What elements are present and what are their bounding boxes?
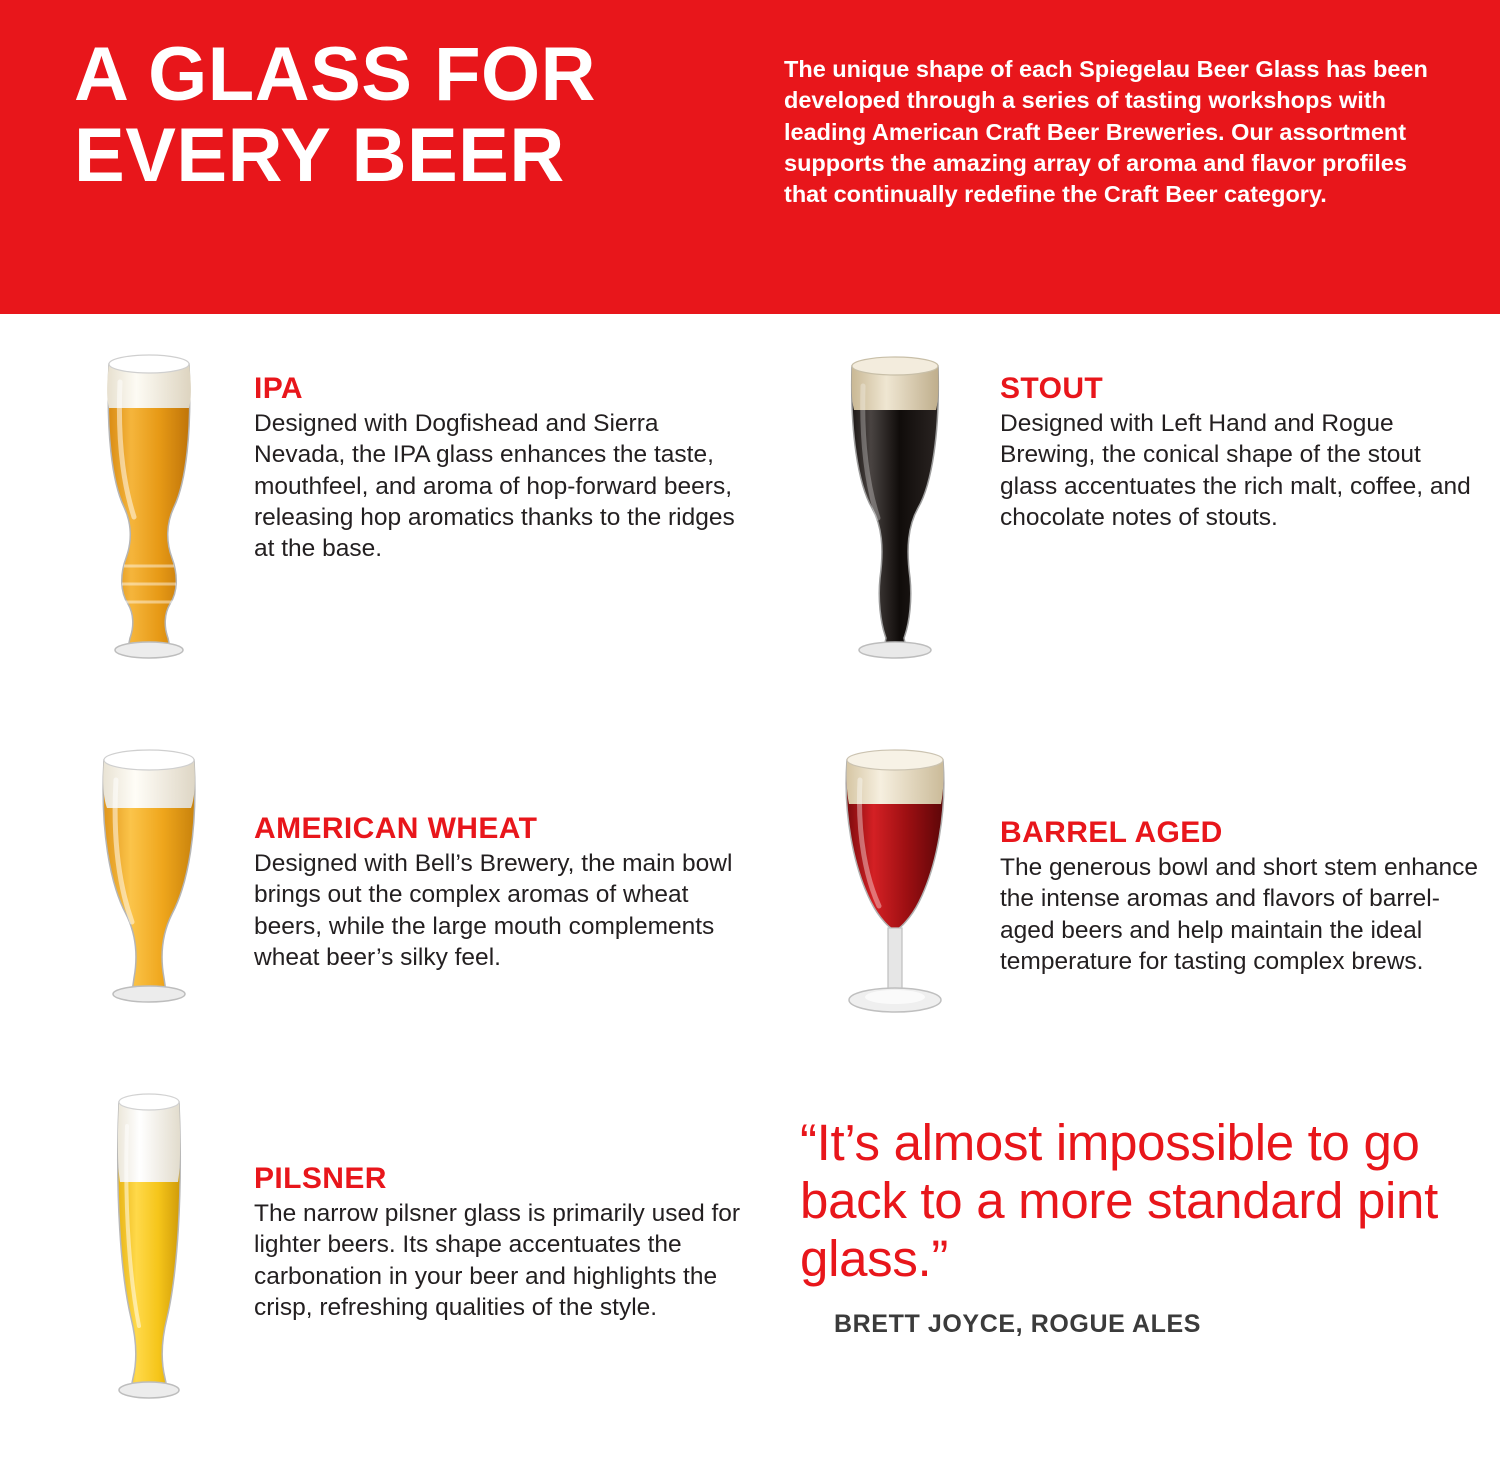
barrel-aged-description: The generous bowl and short stem enhance the intense aromas and flavors of barrel-aged beers and help maintain the ideal temperature for tasting complex brews.	[1000, 854, 1479, 976]
testimonial-block	[800, 1114, 1460, 1339]
glass-card-stout	[790, 342, 1480, 672]
stout-text	[1000, 342, 1480, 533]
pilsner-description: The narrow pilsner glass is primarily used for lighter beers. Its shape accentuates the carbonation in your beer and highlights the crisp, refreshing qualities of the style.	[254, 1200, 741, 1322]
pilsner-title: PILSNER	[254, 1162, 387, 1195]
headline-line-2: EVERY BEER	[74, 113, 565, 199]
intro-paragraph: The unique shape of each Spiegelau Beer Glass has been developed through a series of tasting workshops with leading American Craft Beer Breweries. Our assortment supports the amazing array of aroma and flavor profiles that continually redefine the Craft Beer category.	[784, 56, 1428, 207]
quote-text: “It’s almost impossible to go back to a more standard pint glass.”	[800, 1114, 1438, 1288]
pilsner-glass-image	[44, 1086, 254, 1416]
glass-card-pilsner	[44, 1086, 744, 1416]
barrel-aged-text	[1000, 734, 1480, 977]
headline-block	[44, 34, 784, 197]
glass-card-ipa	[44, 342, 744, 672]
intro-block	[784, 34, 1456, 210]
barrel-aged-glass-image	[790, 734, 1000, 1044]
barrel-aged-title: BARREL AGED	[1000, 816, 1223, 849]
quote-attribution: BRETT JOYCE, ROGUE ALES	[834, 1310, 1202, 1339]
page-title	[74, 34, 784, 197]
stout-description: Designed with Left Hand and Rogue Brewing, the conical shape of the stout glass accentuates the rich malt, coffee, and chocolate notes of stouts.	[1000, 410, 1471, 532]
ipa-glass-image	[44, 342, 254, 672]
stout-title: STOUT	[1000, 372, 1104, 405]
glass-card-american-wheat	[44, 734, 744, 1034]
american-wheat-text	[254, 734, 744, 973]
american-wheat-description: Designed with Bell’s Brewery, the main bowl brings out the complex aromas of wheat beers, while the large mouth complements wheat beer’s silky feel.	[254, 850, 733, 972]
ipa-description: Designed with Dogfishead and Sierra Nevada, the IPA glass enhances the taste, mouthfeel, and aroma of hop-forward beers, releasing hop aromatics thanks to the ridges at the base.	[254, 410, 735, 563]
stout-glass-image	[790, 342, 1000, 672]
american-wheat-title: AMERICAN WHEAT	[254, 812, 538, 845]
ipa-title: IPA	[254, 372, 303, 405]
american-wheat-glass-image	[44, 734, 254, 1034]
pilsner-text	[254, 1086, 744, 1323]
ipa-text	[254, 342, 744, 565]
glass-grid	[0, 314, 1500, 1457]
header-banner	[0, 0, 1500, 314]
glass-card-barrel-aged	[790, 734, 1480, 1044]
headline-line-1: A GLASS FOR	[74, 32, 597, 117]
